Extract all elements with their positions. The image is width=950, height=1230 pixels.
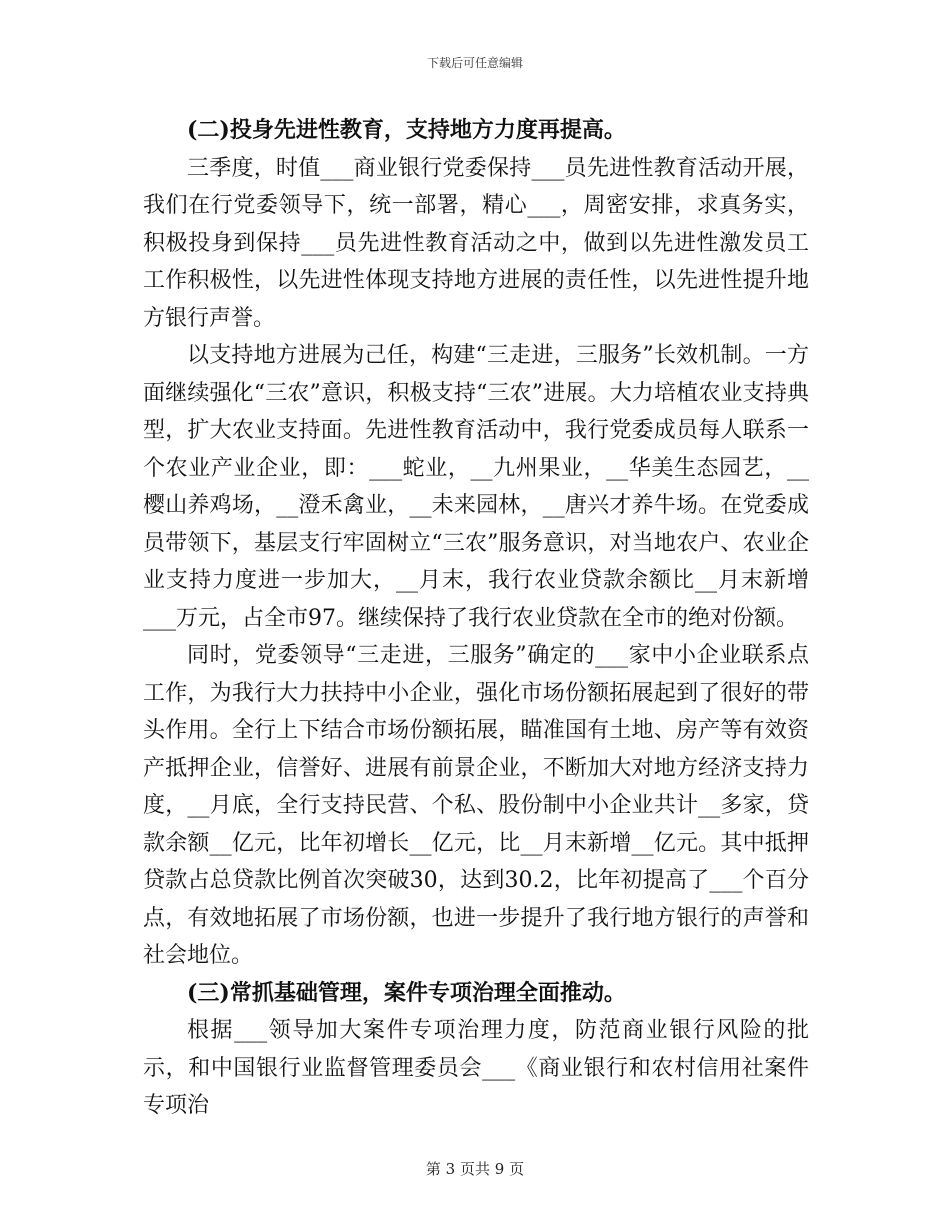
paragraph-3: 同时，党委领导“三走进，三服务”确定的___家中小企业联系点工作，为我行大力扶持中小企业，强化市场份额拓展起到了很好的带头作用。全行上下结合市场份额拓展，瞄准国有土地、房产等有效资产抵押企业，信誉好、进展有前景企业，不断加大对地方经济支持力度，__月底，全行支持民营、个私、股份制中小企业共计__多家，贷款余额__亿元，比年初增长__亿元，比__月末新增__亿元。其中抵押贷款占总贷款比例首次突破30，达到30.2，比年初提高了___个百分点，有效地拓展了市场份额，也进一步提升了我行地方银行的声誉和社会地位。 bbox=[143, 643, 809, 968]
paragraph-4: 根据___领导加大案件专项治理力度，防范商业银行风险的批示，和中国银行业监督管理委员会___《商业银行和农村信用社案件专项治 bbox=[143, 1018, 809, 1118]
page-header-note: 下载后可任意编辑 bbox=[426, 56, 523, 70]
section-heading-2: (二)投身先进性教育，支持地方力度再提高。 bbox=[187, 117, 626, 143]
document-body bbox=[143, 112, 809, 1125]
paragraph-1: 三季度，时值___商业银行党委保持___员先进性教育活动开展，我们在行党委领导下，统一部署，精心___，周密安排，求真务实，积极投身到保持___员先进性教育活动之中，做到以先进性激发员工工作积极性，以先进性体现支持地方进展的责任性，以先进性提升地方银行声誉。 bbox=[143, 155, 809, 331]
section-heading-3: (三)常抓基础管理，案件专项治理全面推动。 bbox=[187, 979, 626, 1006]
page-number-footer: 第 3 页共 9 页 bbox=[425, 1160, 525, 1178]
paragraph-2: 以支持地方进展为己任，构建“三走进，三服务”长效机制。一方面继续强化“三农”意识，积极支持“三农”进展。大力培植农业支持典型，扩大农业支持面。先进性教育活动中，我行党委成员每人联系一个农业产业企业，即：___蛇业，__九州果业，__华美生态园艺，__樱山养鸡场，__澄禾禽业，__未来园林，__唐兴才养牛场。在党委成员带领下，基层支行牢固树立“三农”服务意识，对当地农户、农业企业支持力度进一步加大，__月末，我行农业贷款余额比__月末新增___万元，占全市97。继续保持了我行农业贷款在全市的绝对份额。 bbox=[143, 343, 809, 631]
